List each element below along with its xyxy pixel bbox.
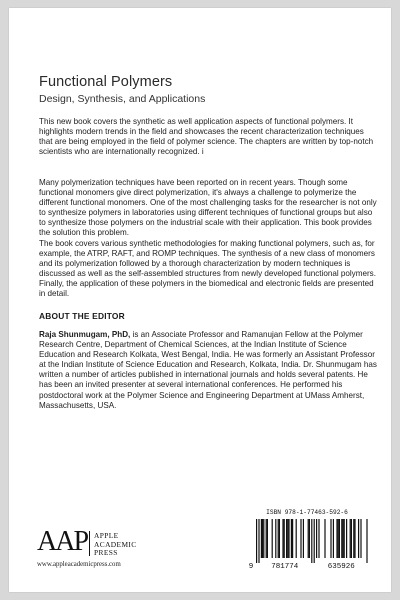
- barcode-bar: [284, 519, 285, 558]
- barcode-bar: [336, 519, 337, 558]
- barcode-bar: [339, 519, 340, 558]
- barcode-bar: [262, 519, 263, 558]
- publisher-logo-mark: AAP: [37, 526, 88, 557]
- barcode-bar: [333, 519, 334, 558]
- barcode-bar: [324, 519, 325, 558]
- back-cover: [9, 8, 391, 592]
- editor-bio: is an Associate Professor and Ramanujan Fellow at the Polymer Research Centre, Department of Chemical Sciences, at the Indian Institute of Science Education and Research Kolkata, West Bengal, India. He was formerly an Assistant Professor at the Indian Institute of Science Education and Research, Kolkata, India. Dr. Shunmugam has written a number of articles published in international journals and holds several patents. He has been an invited presenter at several international conferences. He performed his postdoctoral work at the Polymer Science and Engineering Department at UMass Amherst, Massachusetts, USA.: [39, 330, 377, 410]
- barcode-bar: [291, 519, 292, 558]
- publisher-name-line-1: APPLE: [94, 531, 119, 540]
- barcode-bar: [342, 519, 343, 558]
- barcode-bar: [314, 519, 315, 563]
- barcode-digits: 781774: [271, 563, 299, 569]
- isbn-label: ISBN 978-1-77463-592-6: [266, 509, 348, 516]
- barcode-bar: [351, 519, 352, 558]
- barcode-bar: [318, 519, 319, 558]
- barcode-bar: [311, 519, 312, 563]
- description-paragraph-2: Many polymerization techniques have been reported on in recent years. Though some functional monomers give direct polymerization, it's always a challenge to polymerize the different functional monomers. One of the most challenging tasks for the researcher is not only to synthesize polymers in laboratories using different techniques of functional groups but also to synthesize those polymers on the industrial scale with their application. This book provides the solution this problem.: [39, 178, 377, 238]
- barcode-bar: [316, 519, 317, 558]
- publisher-website: www.appleacademicpress.com: [37, 561, 121, 568]
- barcode-bar: [278, 519, 279, 558]
- editor-bio-paragraph: [39, 330, 377, 411]
- barcode-bar: [296, 519, 297, 558]
- barcode-bar: [366, 519, 367, 563]
- publisher-name-line-3: PRESS: [94, 548, 118, 557]
- barcode-bar: [360, 519, 361, 558]
- book-title: Functional Polymers: [39, 74, 173, 90]
- publisher-block: [37, 528, 157, 578]
- barcode-digits: 9: [248, 563, 254, 569]
- barcode-bar: [358, 519, 359, 558]
- barcode-bar: [266, 519, 267, 558]
- publisher-logo-divider: [89, 531, 90, 556]
- description-paragraph-1: This new book covers the synthetic as well application aspects of functional polymers. It highlights modern trends in the field and showcases the recent characterization techniques that are being employed in the field of polymer science. The chapters are written by top-notch scientists who are internationally recognized. i: [39, 117, 374, 157]
- barcode-bar: [292, 519, 293, 558]
- barcode-bar: [308, 519, 309, 558]
- publisher-name: [94, 532, 137, 558]
- barcode-bar: [354, 519, 355, 558]
- description-paragraph-3: The book covers various synthetic methodologies for making functional polymers, such as, for example, the ATRP, RAFT, and ROMP techniques. The synthesis of a new class of monomers and its polymerization followed by a thorough characterization by modern techniques is discussed as well as the self-assembled structures from newly developed functional polymers. Finally, the application of these polymers in the biomedical and electronic fields are presented in detail.: [39, 239, 376, 299]
- barcode-bar: [261, 519, 262, 558]
- barcode-bar: [258, 519, 259, 563]
- barcode-digits: 635926: [327, 563, 355, 569]
- barcode-bar: [288, 519, 289, 558]
- barcode-bar: [344, 519, 345, 558]
- barcode-bar: [286, 519, 287, 558]
- barcode-bar: [282, 519, 283, 558]
- barcode-bar: [309, 519, 310, 558]
- publisher-name-line-2: ACADEMIC: [94, 539, 137, 549]
- barcode-bar: [256, 519, 257, 563]
- barcode-bar: [303, 519, 304, 558]
- editor-name: Raja Shunmugam, PhD,: [39, 330, 131, 339]
- barcode-bar: [346, 519, 347, 558]
- barcode-bar: [350, 519, 351, 558]
- barcode-block: [242, 509, 372, 578]
- barcode-bar: [338, 519, 339, 558]
- barcode-bar: [272, 519, 273, 558]
- barcode-bar: [341, 519, 342, 558]
- barcode-bar: [330, 519, 331, 558]
- barcode-bar: [287, 519, 288, 558]
- barcode-bar: [353, 519, 354, 558]
- barcode-bar: [267, 519, 268, 558]
- barcode-bar: [300, 519, 301, 558]
- barcode-image: [246, 519, 368, 569]
- book-subtitle: Design, Synthesis, and Applications: [39, 93, 206, 105]
- barcode-bar: [275, 519, 276, 558]
- barcode-bar: [263, 519, 264, 558]
- about-editor-heading: ABOUT THE EDITOR: [39, 311, 125, 321]
- barcode-bar: [279, 519, 280, 558]
